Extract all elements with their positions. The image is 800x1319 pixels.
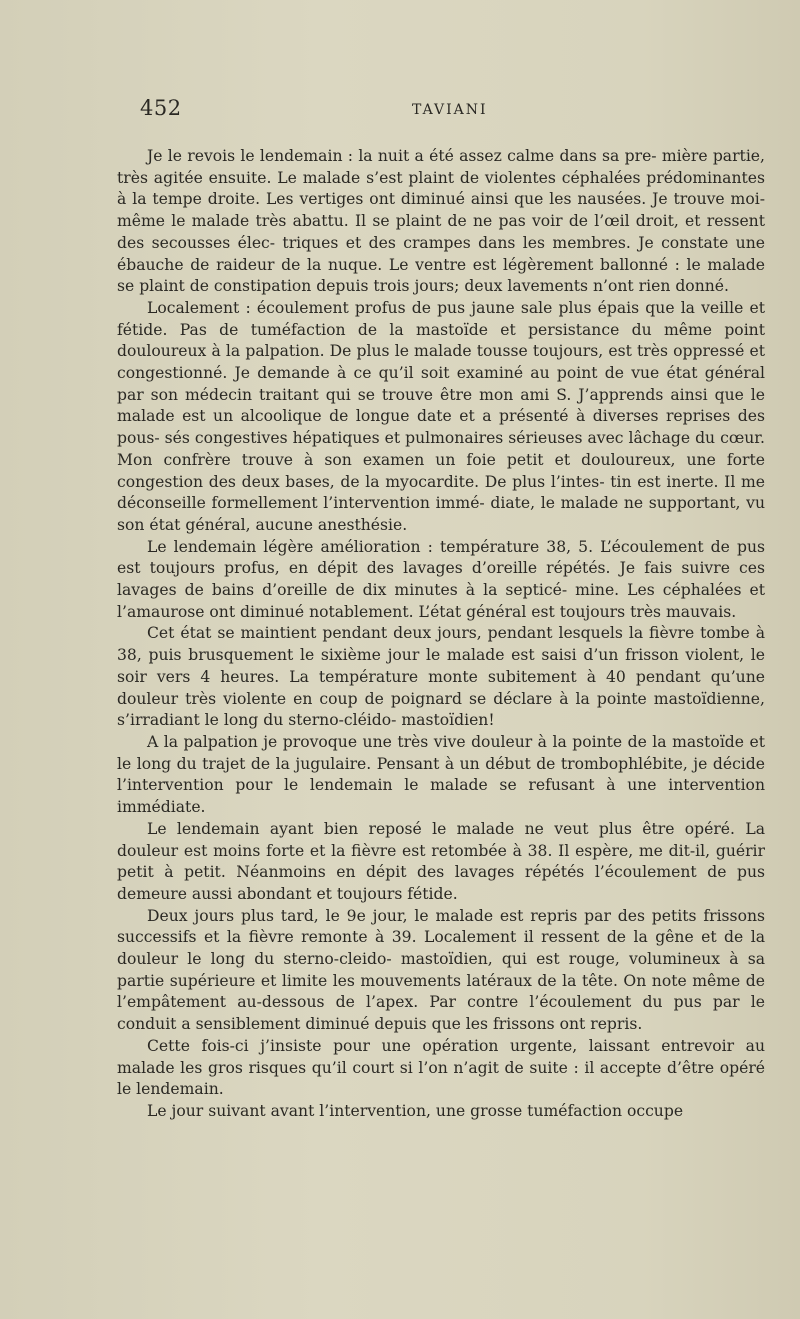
paragraph: Le jour suivant avant l’intervention, une grosse tuméfaction occupe — [147, 1101, 684, 1120]
paragraph: Cette fois-ci j’insiste pour une opération urgente, laissant entrevoir au malade les gros risques qu’il court si l’on n’agit de suite : il accepte d’être opéré le lendemain. — [117, 1036, 765, 1099]
paragraph: Cet état se maintient pendant deux jours, pendant lesquels la fièvre tombe à 38, puis brusquement le sixième jour le malade est saisi d’un frisson violent, le soir vers 4 heures. La température monte subitement à 40 pendant qu’une douleur très violente en coup de poignard se déclare à la pointe mastoïdienne, s’irradiant le long du sterno-cléido- mastoïdien! — [117, 624, 765, 730]
body-text — [117, 146, 765, 1123]
paragraph: A la palpation je provoque une très vive douleur à la pointe de la mastoïde et le long du trajet de la jugulaire. Pensant à un début de trombophlébite, je décide l’intervention pour le lendemain le malade se refusant à une intervention immédiate. — [117, 732, 765, 817]
paragraph: Je le revois le lendemain : la nuit a été assez calme dans sa pre- mière partie, très agitée ensuite. Le malade s’est plaint de violentes céphalées prédominantes à la tempe droite. Les vertiges ont diminué ainsi que les nausées. Je trouve moi-même le malade très abattu. Il se plaint de ne pas voir de l’œil droit, et ressent des secousses élec- triques et des crampes dans les membres. Je constate une ébauche de raideur de la nuque. Le ventre est légèrement ballonné : le malade se plaint de constipation depuis trois jours; deux lavements n’ont rien donné. — [117, 147, 765, 296]
paragraph: Deux jours plus tard, le 9e jour, le malade est repris par des petits frissons successifs et la fièvre remonte à 39. Localement il ressent de la gêne et de la douleur le long du sterno-cleido- mastoïdien, qui est rouge, volumineux à sa partie supérieure et limite les mouvements latéraux de la tête. On note même de l’empâtement au-dessous de l’apex. Par contre l’écoulement du pus par le conduit a sensiblement diminué depuis que les frissons ont repris. — [117, 906, 765, 1034]
paragraph: Localement : écoulement profus de pus jaune sale plus épais que la veille et fétide. Pas de tuméfaction de la mastoïde et persistance du même point douloureux à la palpation. De plus le malade tousse toujours, est très oppressé et congestionné. Je demande à ce qu’il soit examiné au point de vue état général par son médecin traitant qui se trouve être mon ami S. J’apprends ainsi que le malade est un alcoolique de longue date et a présenté à diverses reprises des pous- sés congestives hépatiques et pulmonaires sérieuses avec lâchage du cœur. Mon confrère trouve à son examen un foie petit et douloureux, une forte congestion des deux bases, de la myocardite. De plus l’intes- tin est inerte. Il me déconseille formellement l’intervention immé- diate, le malade ne supportant, vu son état général, aucune anesthésie. — [117, 298, 765, 534]
page-number: 452 — [140, 96, 182, 120]
page-header — [140, 96, 760, 126]
paragraph: Le lendemain ayant bien reposé le malade ne veut plus être opéré. La douleur est moins forte et la fièvre est retombée à 38. Il espère, me dit-il, guérir petit à petit. Néanmoins en dépit des lavages répétés l’écoulement de pus demeure aussi abondant et toujours fétide. — [117, 819, 765, 903]
paragraph: Le lendemain légère amélioration : température 38, 5. L’écoulement de pus est toujours profus, en dépit des lavages d’oreille répétés. Je fais suivre ces lavages de bains d’oreille de dix minutes à la septicé- mine. Les céphalées et l’amaurose ont diminué notablement. L’état général est toujours très mauvais. — [117, 537, 765, 621]
running-title: TAVIANI — [412, 102, 488, 118]
